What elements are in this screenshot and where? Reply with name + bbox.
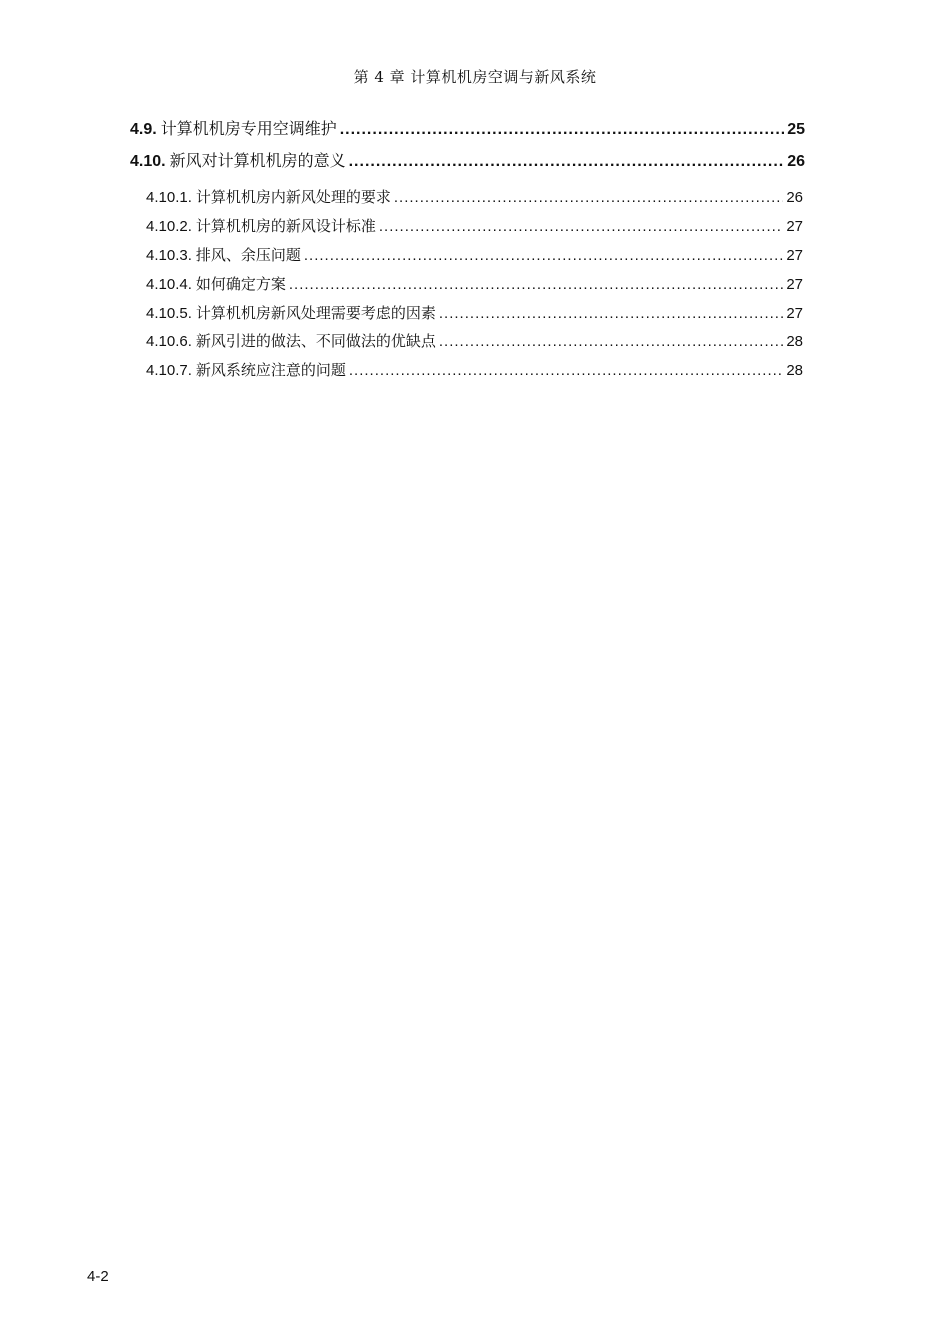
toc-dot-leader [340, 121, 785, 139]
toc-entry-page: 28 [786, 333, 803, 350]
toc-entry-page: 28 [786, 362, 803, 379]
toc-entry-4-10-3[interactable] [146, 244, 803, 265]
toc-entry-page: 27 [786, 247, 803, 264]
toc-entry-number: 4.9. [130, 121, 157, 138]
toc-entry-4-10-5[interactable] [146, 302, 803, 323]
toc-dot-leader [349, 362, 783, 379]
toc-entry-page: 25 [787, 121, 805, 138]
toc-entry-title: 排风、余压问题 [195, 246, 301, 264]
toc-entry-number: 4.10.4. [146, 276, 192, 293]
toc-entry-4-9[interactable] [130, 116, 805, 139]
toc-entry-number: 4.10.3. [146, 247, 192, 264]
toc-dot-leader [439, 333, 783, 350]
toc-entry-page: 27 [786, 218, 803, 235]
toc-entry-title: 计算机机房新风处理需要考虑的因素 [195, 304, 436, 322]
toc-entry-page: 26 [786, 189, 803, 206]
toc-entry-number: 4.10.2. [146, 218, 192, 235]
toc-entry-page: 26 [787, 153, 805, 170]
running-header: 第 4 章 计算机机房空调与新风系统 [353, 68, 597, 86]
toc-entry-4-10[interactable] [130, 148, 805, 171]
toc-dot-leader [379, 218, 783, 235]
toc-entry-4-10-4[interactable] [146, 273, 803, 294]
toc-entry-number: 4.10.6. [146, 333, 192, 350]
toc-entry-title: 新风对计算机机房的意义 [169, 151, 346, 170]
toc-entry-number: 4.10.1. [146, 189, 192, 206]
toc-entry-number: 4.10.5. [146, 305, 192, 322]
toc-dot-leader [394, 189, 783, 206]
toc-entry-page: 27 [786, 276, 803, 293]
toc-dot-leader [289, 276, 783, 293]
toc-entry-title: 新风引进的做法、不同做法的优缺点 [195, 332, 436, 350]
toc-entry-title: 计算机机房内新风处理的要求 [195, 188, 391, 206]
toc-entry-4-10-6[interactable] [146, 330, 803, 351]
page-number: 4-2 [87, 1268, 109, 1285]
toc-entry-4-10-1[interactable] [146, 186, 803, 207]
toc-entry-4-10-2[interactable] [146, 215, 803, 236]
toc-dot-leader [304, 247, 783, 264]
toc-entry-title: 计算机机房的新风设计标准 [195, 217, 376, 235]
table-of-contents [0, 0, 950, 400]
toc-entry-number: 4.10. [130, 153, 166, 170]
toc-dot-leader [439, 305, 783, 322]
toc-entry-title: 计算机机房专用空调维护 [160, 119, 337, 138]
toc-entry-title: 新风系统应注意的问题 [195, 361, 346, 379]
toc-entry-4-10-7[interactable] [146, 359, 803, 380]
toc-entry-number: 4.10.7. [146, 362, 192, 379]
toc-entry-page: 27 [786, 305, 803, 322]
toc-dot-leader [349, 153, 785, 171]
toc-entry-title: 如何确定方案 [195, 275, 286, 293]
